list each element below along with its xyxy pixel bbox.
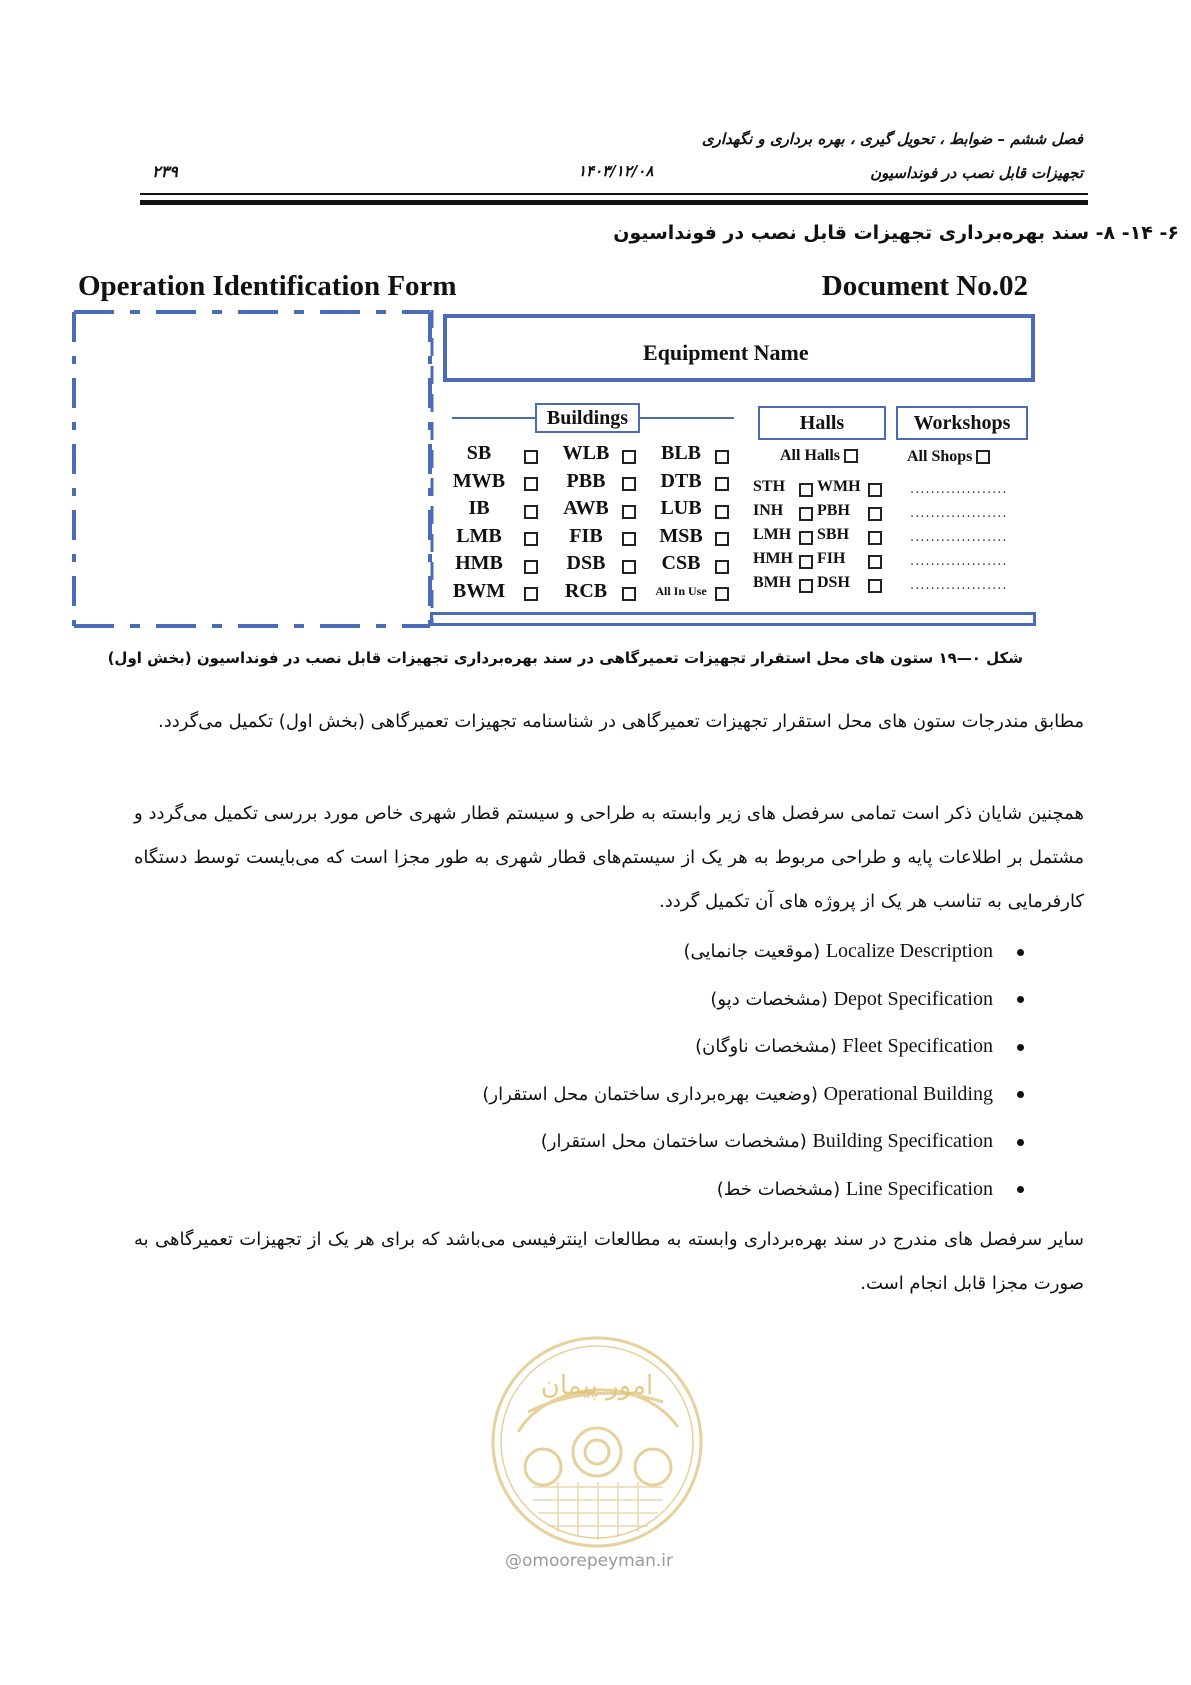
document-number: Document No.02	[821, 270, 1028, 302]
divider-line	[428, 308, 436, 626]
bullet-icon	[1017, 1044, 1024, 1051]
building-code: AWB	[563, 497, 609, 519]
hall-code: LMH	[753, 526, 792, 543]
checkbox[interactable]	[976, 450, 990, 464]
bullet-icon	[1017, 1139, 1024, 1146]
paragraph: همچنین شایان ذکر است تمامی سرفصل های زیر وابسته به طراحی و سیستم قطار شهری خاص مورد بررسی تکمیل می‌گردد و مشتمل بر اطلاعات پایه و طراحی مربوط به هر یک از سیستم‌های قطار شهری به طور مجزا است که می‌بایست توسط دستگاه کارفرمایی به تناسب هر یک از پروژه های آن تکمیل گردد.	[134, 803, 1084, 912]
checkbox[interactable]	[715, 450, 729, 464]
buildings-rule-left	[452, 417, 535, 419]
building-code: IB	[468, 497, 490, 519]
building-code: RCB	[564, 579, 608, 602]
item-persian: (مشخصات خط)	[716, 1178, 841, 1200]
building-code: LUB	[660, 497, 702, 519]
checkbox[interactable]	[844, 449, 858, 463]
building-code: DTB	[660, 469, 702, 492]
building-code: MWB	[452, 469, 506, 492]
building-code: MSB	[659, 524, 703, 547]
all-shops-option	[907, 448, 990, 466]
halls-col2	[817, 475, 867, 595]
logo-text: امور پیمان	[540, 1371, 654, 1401]
checkbox[interactable]	[622, 587, 636, 601]
checkbox[interactable]	[715, 560, 729, 574]
form-title: Operation Identification Form	[78, 270, 457, 302]
chapter-title: فصل ششم – ضوابط ، تحویل گیری ، بهره برداری و نگهداری	[701, 130, 1083, 148]
hall-code: FIH	[817, 550, 846, 567]
workshops-header: Workshops	[896, 406, 1028, 440]
hall-code: DSH	[817, 574, 850, 591]
hall-code: PBH	[817, 502, 850, 519]
checkbox[interactable]	[524, 587, 538, 601]
checkbox[interactable]	[622, 477, 636, 491]
figure-caption: شکل ۰—۱۹ ستون های محل استقرار تجهیزات تعمیرگاهی در سند بهره‌برداری تجهیزات قابل نصب در فونداسیون (بخش اول)	[107, 649, 1023, 667]
building-code: BLB	[660, 442, 702, 464]
checkbox[interactable]	[799, 579, 813, 593]
bullet-icon	[1017, 996, 1024, 1003]
checkbox[interactable]	[799, 555, 813, 569]
building-code: WLB	[562, 442, 610, 464]
building-code: FIB	[569, 524, 603, 547]
bullet-icon	[1017, 1091, 1024, 1098]
item-persian: (مشخصات دپو)	[710, 988, 828, 1010]
checkbox[interactable]	[868, 507, 882, 521]
checkbox[interactable]	[524, 477, 538, 491]
buildings-col3	[645, 440, 717, 605]
hall-code: HMH	[753, 550, 793, 567]
workshop-entry-field[interactable]: ...................	[910, 530, 1008, 545]
buildings-col3-checkboxes	[715, 446, 731, 611]
halls-header: Halls	[758, 406, 886, 440]
item-english: Fleet Specification	[842, 1035, 993, 1057]
all-halls-label: All Halls	[780, 447, 841, 464]
checkbox[interactable]	[868, 483, 882, 497]
item-english: Depot Specification	[833, 987, 993, 1010]
item-english: Line Specification	[845, 1177, 993, 1200]
building-code-all-in-use: All In Use	[655, 583, 707, 598]
header-rule-thin	[140, 193, 1088, 195]
form-bottom-bar	[430, 612, 1036, 626]
checkbox[interactable]	[715, 587, 729, 601]
building-code: LMB	[456, 524, 502, 547]
paragraph: مطابق مندرجات ستون های محل استقرار تجهیزات تعمیرگاهی در شناسنامه تجهیزات تعمیرگاهی (بخش اول) تکمیل می‌گردد.	[158, 711, 1084, 732]
all-shops-label: All Shops	[907, 448, 973, 465]
building-code: BWM	[452, 579, 506, 602]
checkbox[interactable]	[622, 450, 636, 464]
list-item	[482, 1023, 1024, 1071]
document-date: ۱۴۰۳/۱۲/۰۸	[578, 162, 654, 180]
building-code: CSB	[661, 552, 701, 574]
hall-code: INH	[753, 502, 784, 519]
buildings-rule-right	[640, 417, 734, 419]
building-code: HMB	[455, 552, 503, 574]
workshop-entry-field[interactable]: ...................	[910, 482, 1008, 497]
building-code: DSB	[566, 552, 606, 574]
workshop-entry-field[interactable]: ...................	[910, 506, 1008, 521]
page-number: ۲۳۹	[152, 162, 178, 181]
list-item	[482, 928, 1024, 976]
dashed-frame	[70, 308, 435, 630]
workshop-entry-field[interactable]: ...................	[910, 554, 1008, 569]
omoorepeyman-logo-icon	[488, 1332, 706, 1552]
list-item	[482, 1071, 1024, 1119]
buildings-header: Buildings	[535, 403, 640, 433]
list-item	[482, 1166, 1024, 1214]
section-heading: ۶- ۱۴- ۸- سند بهره‌برداری تجهیزات قابل نصب در فونداسیون	[613, 222, 1179, 244]
checkbox[interactable]	[799, 483, 813, 497]
checkbox[interactable]	[868, 531, 882, 545]
header-rule-thick	[140, 200, 1088, 205]
checkbox[interactable]	[868, 579, 882, 593]
item-persian: (وضعیت بهره‌برداری ساختمان محل استقرار)	[482, 1083, 818, 1105]
checkbox[interactable]	[524, 450, 538, 464]
halls-col2-checkboxes	[868, 479, 884, 599]
checkbox[interactable]	[715, 477, 729, 491]
checkbox[interactable]	[799, 531, 813, 545]
workshop-entries	[910, 478, 1008, 598]
checkbox[interactable]	[622, 532, 636, 546]
paragraph: سایر سرفصل های مندرج در سند بهره‌برداری وابسته به مطالعات اینترفیسی می‌باشد که برای هر یک از تجهیزات تعمیرگاهی به صورت مجزا قابل انجام است.	[134, 1229, 1084, 1294]
item-persian: (موقعیت جانمایی)	[683, 941, 821, 962]
checkbox[interactable]	[622, 560, 636, 574]
checkbox[interactable]	[715, 532, 729, 546]
checkbox[interactable]	[524, 560, 538, 574]
item-english: Building Specification	[812, 1130, 993, 1152]
item-english: Operational Building	[823, 1082, 993, 1105]
all-halls-option	[780, 447, 858, 465]
item-persian: (مشخصات ناوگان)	[695, 1036, 837, 1057]
hall-code: WMH	[817, 478, 861, 495]
checkbox[interactable]	[524, 505, 538, 519]
buildings-col2	[555, 440, 617, 605]
watermark-url: @omoorepeyman.ir	[505, 1551, 674, 1571]
list-item	[482, 1118, 1024, 1166]
workshop-entry-field[interactable]: ...................	[910, 578, 1008, 593]
hall-code: BMH	[753, 574, 792, 591]
list-item	[482, 976, 1024, 1024]
buildings-col1	[449, 440, 509, 605]
checkbox[interactable]	[868, 555, 882, 569]
item-english: Localize Description	[825, 940, 993, 962]
hall-code: STH	[753, 478, 786, 495]
buildings-col2-checkboxes	[622, 446, 638, 611]
checkbox[interactable]	[524, 532, 538, 546]
section-subtitle: تجهیزات قابل نصب در فونداسیون	[870, 164, 1083, 182]
checkbox[interactable]	[622, 505, 636, 519]
buildings-col1-checkboxes	[524, 446, 540, 611]
bullet-list	[482, 928, 1024, 1213]
item-persian: (مشخصات ساختمان محل استقرار)	[540, 1131, 807, 1152]
hall-code: SBH	[817, 526, 850, 543]
bullet-icon	[1017, 949, 1024, 956]
halls-col1	[753, 475, 797, 595]
equipment-name-label: Equipment Name	[643, 340, 809, 365]
building-code: PBB	[566, 469, 606, 492]
checkbox[interactable]	[799, 507, 813, 521]
building-code: SB	[466, 442, 492, 464]
halls-col1-checkboxes	[799, 479, 815, 599]
bullet-icon	[1017, 1186, 1024, 1193]
checkbox[interactable]	[715, 505, 729, 519]
